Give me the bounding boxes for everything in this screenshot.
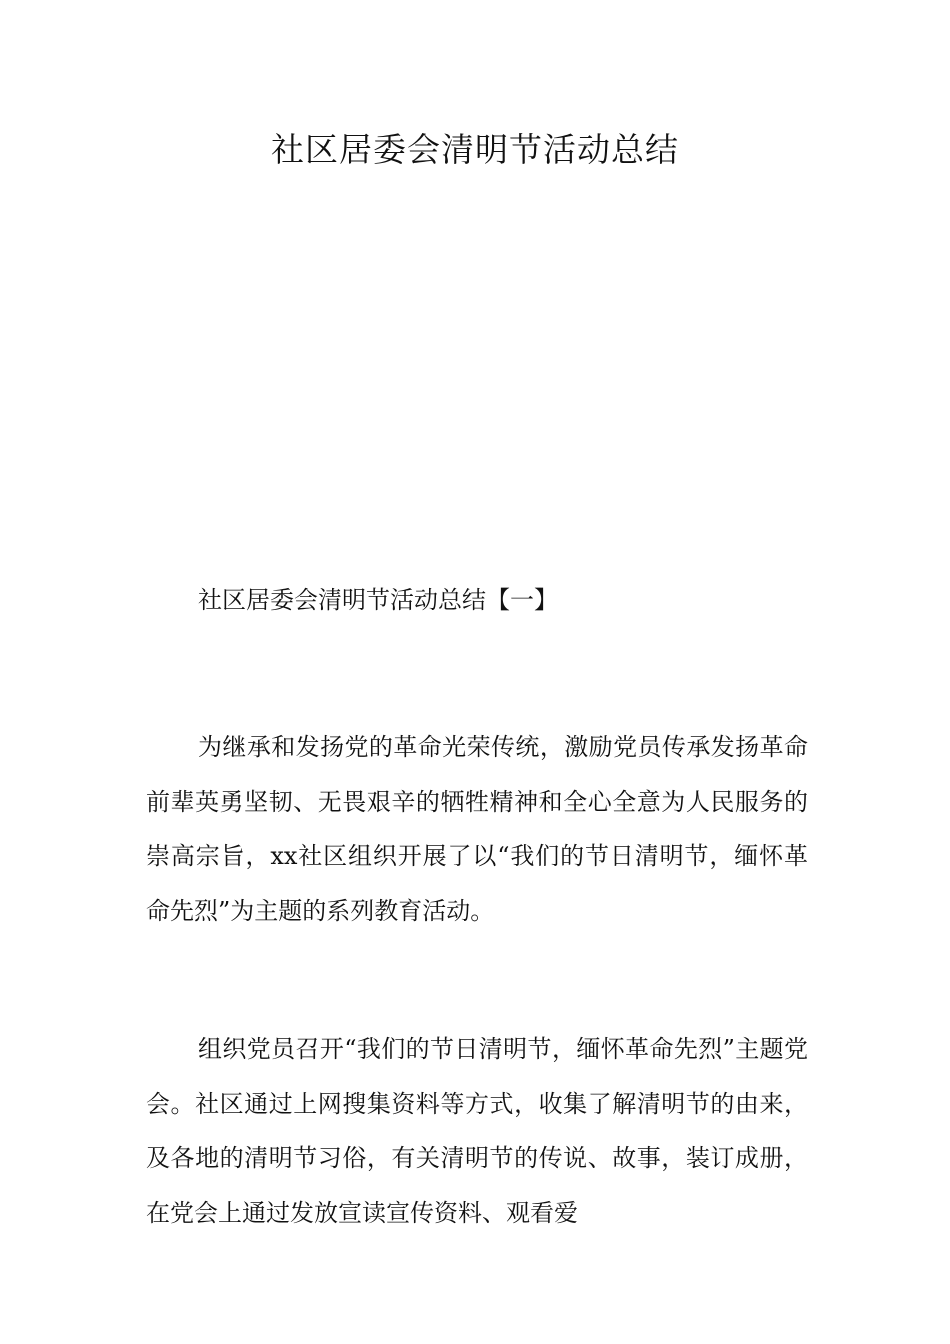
section-heading: 社区居委会清明节活动总结【一】 [198, 586, 558, 614]
paragraph: 为继承和发扬党的革命光荣传统，激励党员传承发扬革命前辈英勇坚韧、无畏艰辛的牺牲精神和全心全意为人民服务的崇高宗旨，xx社区组织开展了以“我们的节日清明节，缅怀革命先烈”为主题的系列教育活动。 [146, 733, 808, 925]
paragraph: 组织党员召开“我们的节日清明节，缅怀革命先烈”主题党会。社区通过上网搜集资料等方式，收集了解清明节的由来，及各地的清明节习俗，有关清明节的传说、故事，装订成册，在党会上通过发放宣读宣传资料、观看爱 [146, 1035, 808, 1227]
document-title: 社区居委会清明节活动总结 [271, 130, 679, 169]
